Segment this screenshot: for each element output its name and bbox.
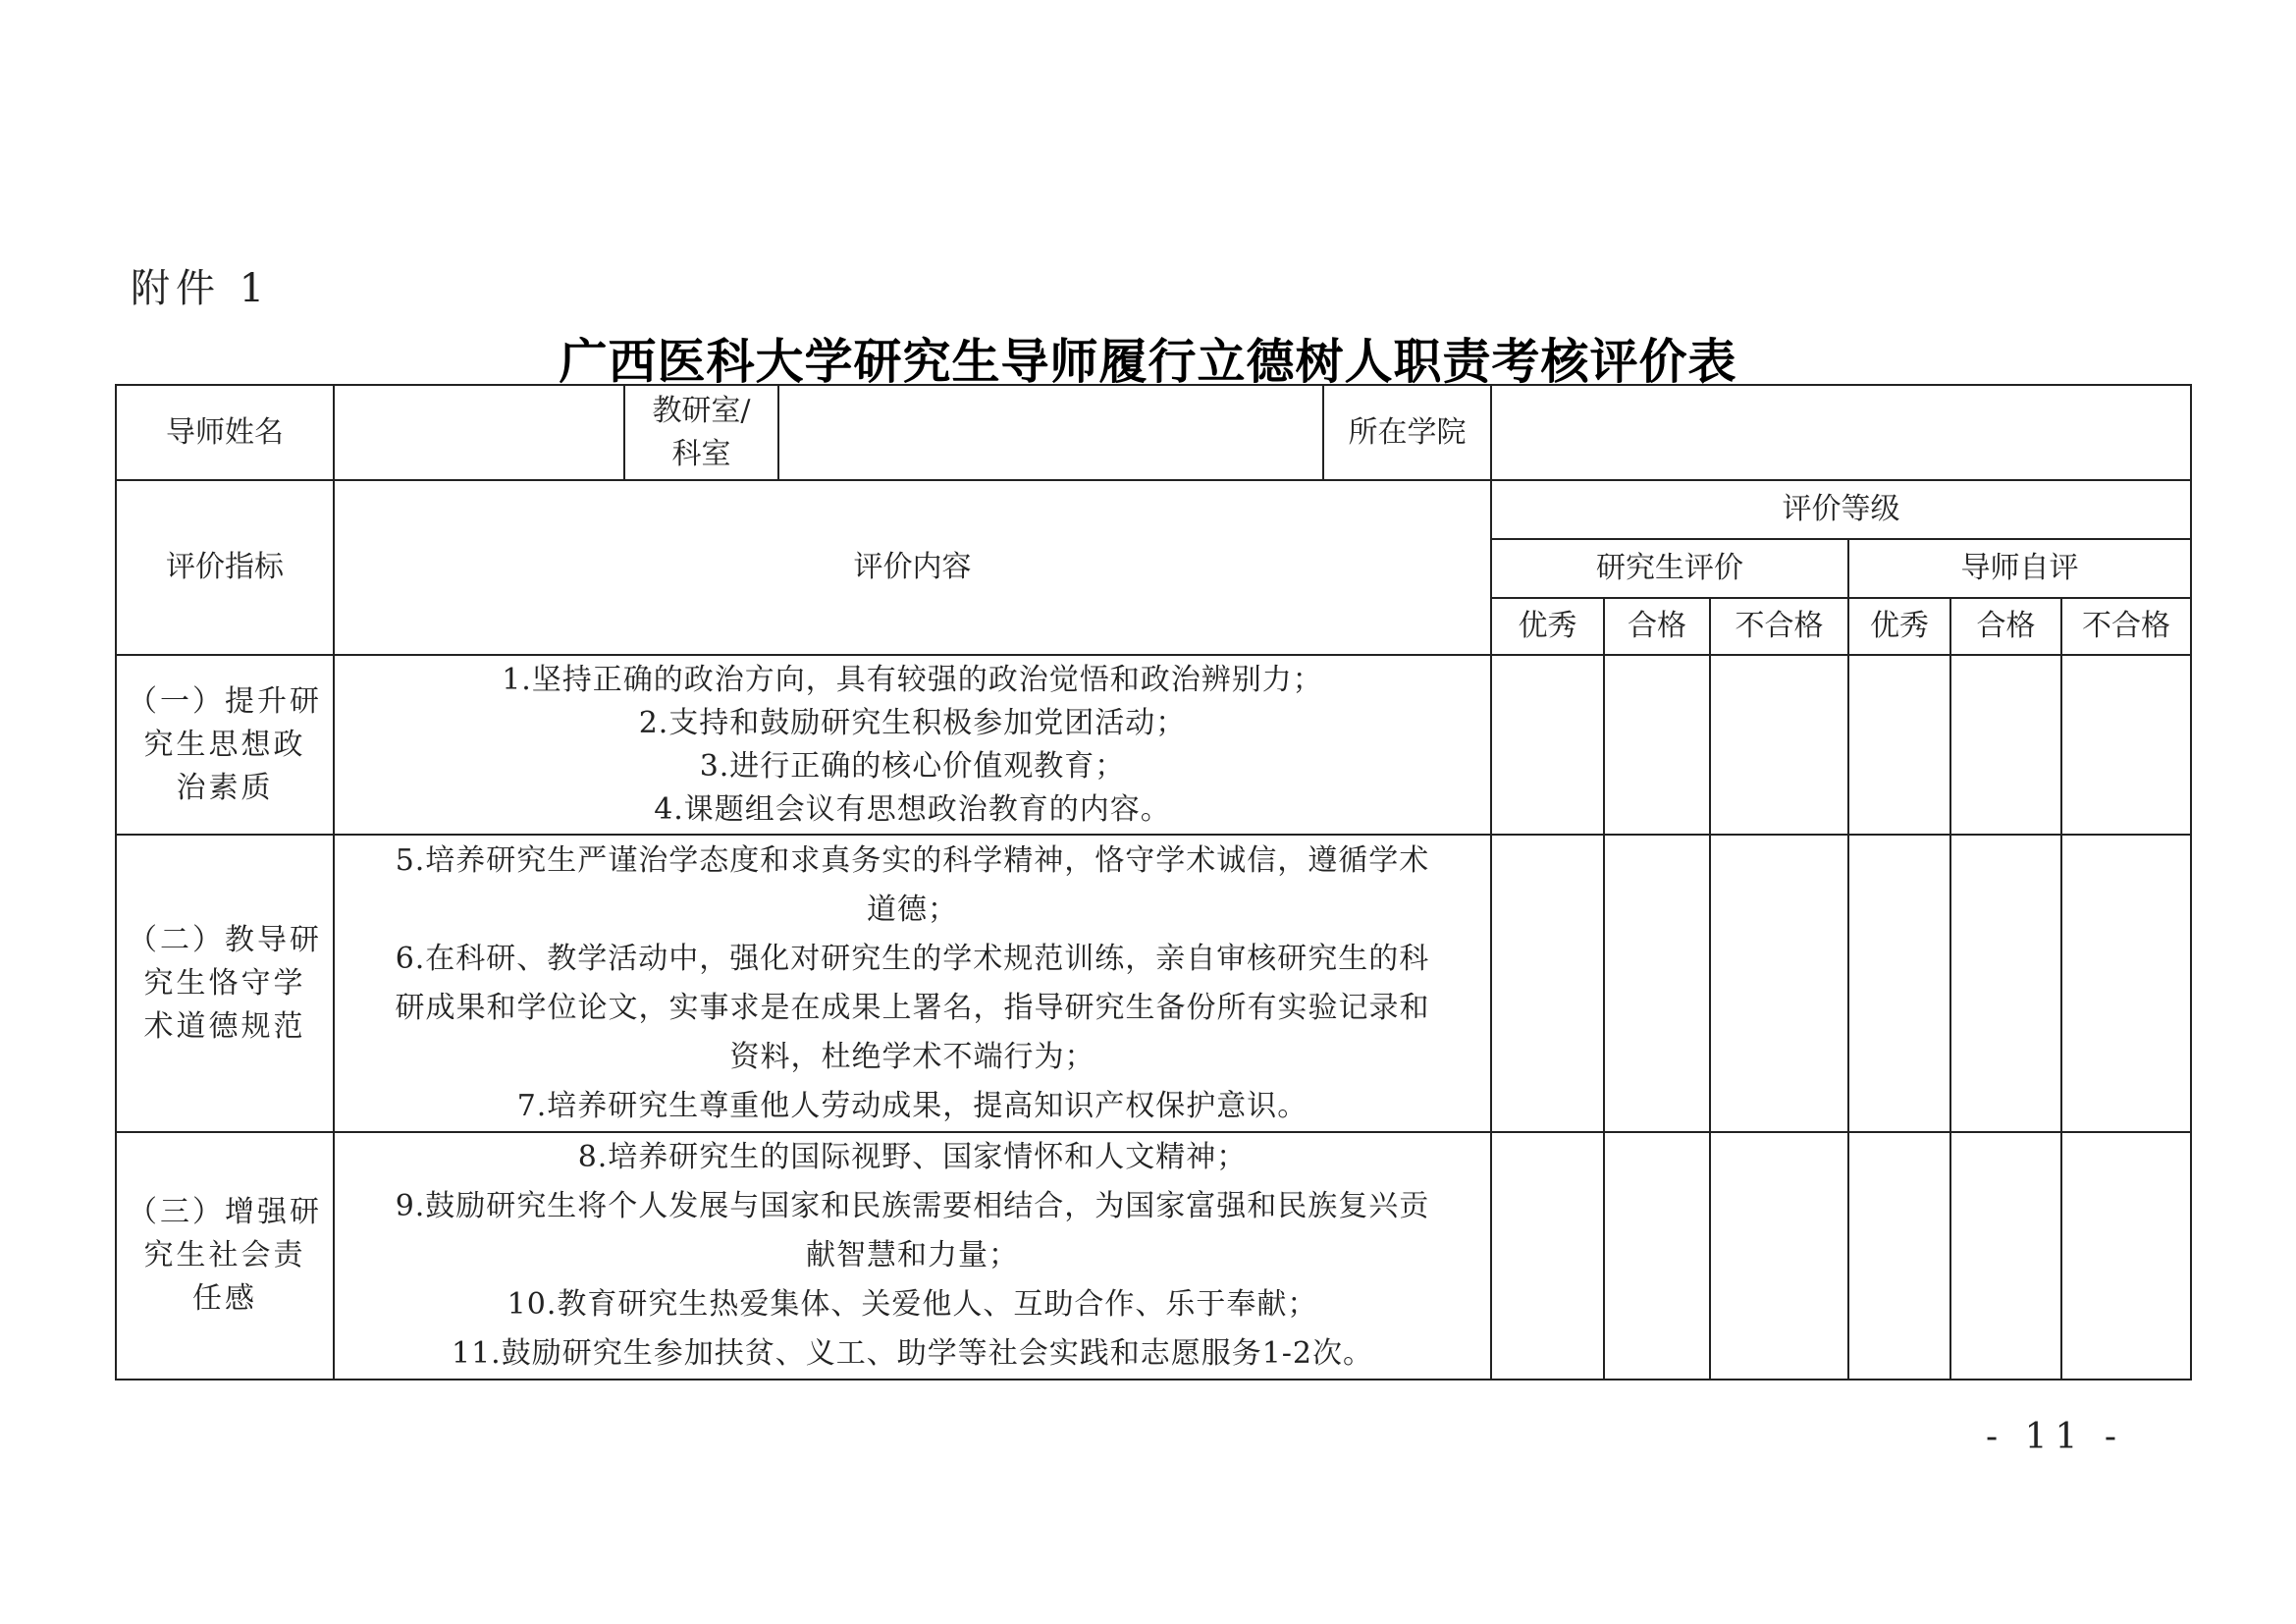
rating-cell[interactable] (1848, 835, 1950, 1132)
indicator-line: 究生恪守学 (143, 965, 306, 1001)
indicator-header: 评价指标 (116, 480, 334, 655)
form-title: 广西医科大学研究生导师履行立德树人职责考核评价表 (559, 334, 1737, 390)
rating-cell[interactable] (1491, 1132, 1604, 1380)
content-line: 11.鼓励研究生参加扶贫、义工、助学等社会实践和志愿服务1-2次。 (451, 1336, 1374, 1371)
self-eval-header: 导师自评 (1848, 539, 2191, 598)
level-fail: 不合格 (1710, 598, 1848, 655)
content-line: 献智慧和力量； (806, 1238, 1019, 1272)
info-row (116, 385, 2191, 480)
rating-cell[interactable] (1848, 655, 1950, 835)
level-fail: 不合格 (2061, 598, 2191, 655)
content-line: 道德； (867, 892, 958, 927)
table-row (116, 835, 2191, 1132)
indicator-line: （三）增强研 (128, 1195, 322, 1229)
content-line: 资料，杜绝学术不端行为； (729, 1039, 1095, 1074)
level-pass: 合格 (1604, 598, 1710, 655)
content-line: 2.支持和鼓励研究生积极参加党团活动； (638, 705, 1187, 740)
rating-cell[interactable] (1710, 1132, 1848, 1380)
rating-cell[interactable] (1950, 835, 2061, 1132)
advisor-name-label: 导师姓名 (116, 385, 334, 480)
indicator-line: 究生社会责 (143, 1238, 306, 1272)
college-field[interactable] (1491, 385, 2191, 480)
rating-cell[interactable] (1950, 1132, 2061, 1380)
level-excellent: 优秀 (1491, 598, 1604, 655)
indicator-cell (116, 655, 334, 835)
indicator-line: （一）提升研 (128, 683, 322, 719)
student-eval-header: 研究生评价 (1491, 539, 1848, 598)
attachment-label: 附件 1 (131, 266, 271, 311)
evaluation-table (115, 384, 2192, 1380)
content-line: 3.进行正确的核心价值观教育； (699, 748, 1126, 784)
rating-cell[interactable] (2061, 835, 2191, 1132)
level-pass: 合格 (1950, 598, 2061, 655)
department-field[interactable] (778, 385, 1323, 480)
indicator-line: 术道德规范 (143, 1008, 306, 1044)
indicator-cell (116, 835, 334, 1132)
content-line: 5.培养研究生严谨治学态度和求真务实的科学精神，恪守学术诚信，遵循学术 (395, 842, 1430, 878)
content-line: 10.教育研究生热爱集体、关爱他人、互助合作、乐于奉献； (507, 1287, 1318, 1322)
content-line: 9.鼓励研究生将个人发展与国家和民族需要相结合，为国家富强和民族复兴贡 (395, 1189, 1430, 1223)
rating-cell[interactable] (1848, 1132, 1950, 1380)
rating-cell[interactable] (1491, 655, 1604, 835)
rating-cell[interactable] (1950, 655, 2061, 835)
indicator-line: 究生思想政 (143, 727, 306, 762)
page-number: - 11 - (1986, 1417, 2125, 1457)
content-line: 1.坚持正确的政治方向，具有较强的政治觉悟和政治辨别力； (502, 662, 1323, 697)
content-line: 7.培养研究生尊重他人劳动成果，提高知识产权保护意识。 (516, 1088, 1308, 1123)
header-row-grade (116, 480, 2191, 539)
indicator-line: （二）教导研 (128, 922, 322, 957)
content-cell (334, 835, 1491, 1132)
college-label: 所在学院 (1323, 385, 1491, 480)
content-line: 研成果和学位论文，实事求是在成果上署名，指导研究生备份所有实验记录和 (395, 990, 1430, 1025)
indicator-line: 治素质 (176, 770, 274, 805)
rating-cell[interactable] (1710, 835, 1848, 1132)
department-label-line: 科室 (671, 436, 731, 471)
advisor-name-field[interactable] (334, 385, 624, 480)
department-label-line: 教研室/ (652, 393, 751, 428)
content-header: 评价内容 (334, 480, 1491, 655)
indicator-cell (116, 1132, 334, 1380)
grade-header: 评价等级 (1491, 480, 2191, 539)
rating-cell[interactable] (1710, 655, 1848, 835)
content-cell (334, 1132, 1491, 1380)
indicator-line: 任感 (192, 1281, 257, 1316)
rating-cell[interactable] (1604, 835, 1710, 1132)
rating-cell[interactable] (1491, 835, 1604, 1132)
rating-cell[interactable] (2061, 655, 2191, 835)
department-label (624, 385, 778, 480)
rating-cell[interactable] (1604, 655, 1710, 835)
rating-cell[interactable] (2061, 1132, 2191, 1380)
level-excellent: 优秀 (1848, 598, 1950, 655)
table-row (116, 655, 2191, 835)
content-line: 8.培养研究生的国际视野、国家情怀和人文精神； (577, 1140, 1248, 1174)
content-line: 4.课题组会议有思想政治教育的内容。 (654, 791, 1171, 827)
content-line: 6.在科研、教学活动中，强化对研究生的学术规范训练，亲自审核研究生的科 (395, 941, 1430, 976)
table-row (116, 1132, 2191, 1380)
rating-cell[interactable] (1604, 1132, 1710, 1380)
content-cell (334, 655, 1491, 835)
